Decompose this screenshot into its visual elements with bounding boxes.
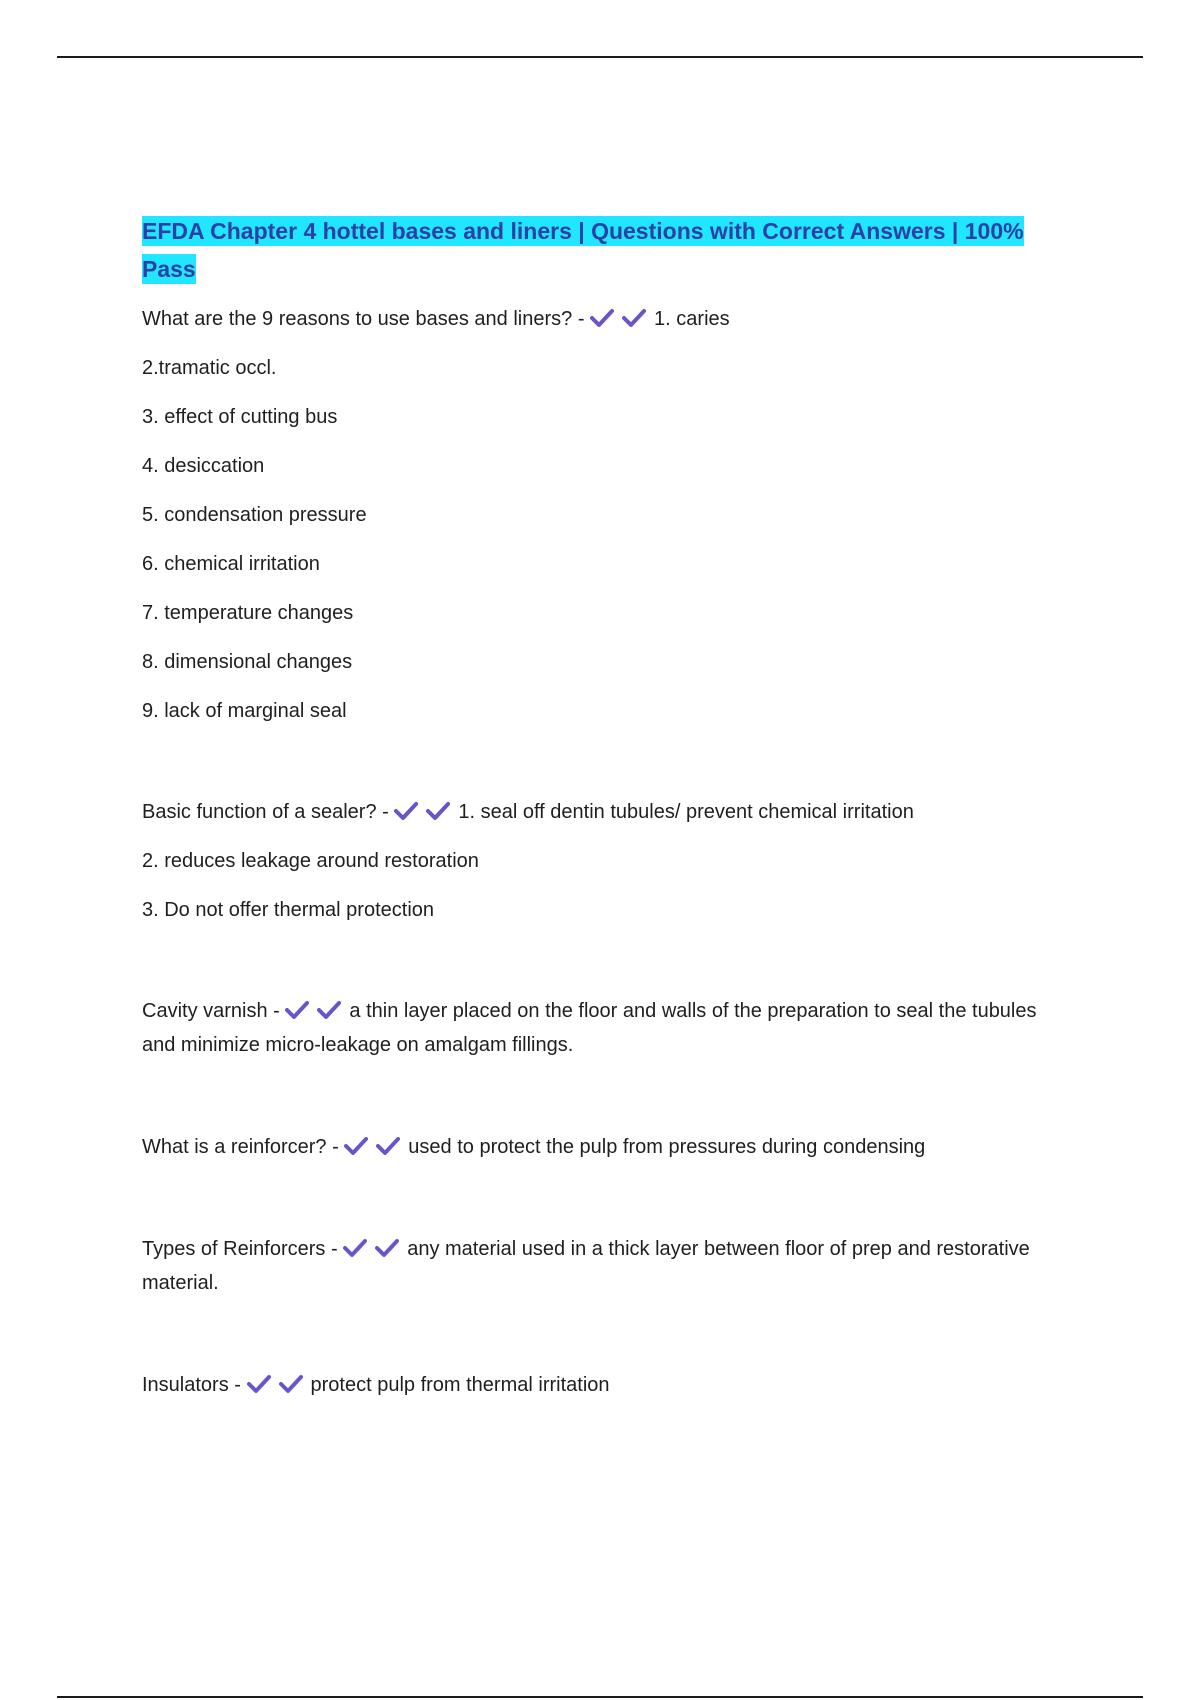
answer-line: 2.tramatic occl. [142, 357, 277, 379]
answer-marker [590, 308, 654, 330]
answer-text: a thin layer placed on the floor and walls of the preparation to seal the tubules and minimize micro-leakage on amalgam fillings. [142, 1000, 1037, 1056]
answer-marker [343, 1238, 407, 1260]
document-body [142, 212, 1062, 1402]
separator: - [228, 1374, 247, 1396]
separator: - [267, 1000, 286, 1022]
qa-question-line [142, 302, 1062, 336]
answer-text: protect pulp from thermal irritation [310, 1374, 610, 1396]
footer-rule [57, 1696, 1143, 1698]
question-text: Types of Reinforcers [142, 1238, 326, 1260]
qa-item [142, 994, 1062, 1062]
spacer [142, 1164, 1062, 1232]
check-icon [376, 1136, 400, 1156]
separator: - [325, 1238, 344, 1260]
separator: - [376, 801, 395, 823]
check-icon [375, 1238, 399, 1258]
check-icon [247, 1374, 271, 1394]
answer-line: 2. reduces leakage around restoration [142, 850, 479, 872]
question-text: Basic function of a sealer? [142, 801, 377, 823]
check-icon [343, 1238, 367, 1258]
answer-marker [247, 1374, 311, 1396]
qa-question-line [142, 994, 1062, 1062]
qa-question-line [142, 1130, 1062, 1164]
separator: - [572, 308, 591, 330]
question-text: Cavity varnish [142, 1000, 268, 1022]
answer-text: 1. seal off dentin tubules/ prevent chemical irritation [458, 801, 914, 823]
answer-marker [285, 1000, 349, 1022]
answer-line: 5. condensation pressure [142, 504, 367, 526]
check-icon [317, 1000, 341, 1020]
qa-item [142, 1130, 1062, 1164]
check-icon [590, 308, 614, 328]
answer-text: 1. caries [654, 308, 730, 330]
answer-line: 8. dimensional changes [142, 651, 353, 673]
question-text: What are the 9 reasons to use bases and liners? [142, 308, 573, 330]
qa-item [142, 795, 1062, 927]
question-text: What is a reinforcer? [142, 1136, 327, 1158]
check-icon [279, 1374, 303, 1394]
answer-line: 3. Do not offer thermal protection [142, 899, 435, 921]
answer-line: 3. effect of cutting bus [142, 406, 338, 428]
check-icon [394, 801, 418, 821]
spacer [142, 942, 1062, 994]
answer-line: 4. desiccation [142, 455, 265, 477]
qa-question-line [142, 1368, 1062, 1402]
spacer [142, 1062, 1062, 1130]
answer-text: any material used in a thick layer between floor of prep and restorative material. [142, 1238, 1030, 1294]
answer-line: 6. chemical irritation [142, 553, 320, 575]
separator: - [326, 1136, 345, 1158]
answer-line: 9. lack of marginal seal [142, 700, 347, 722]
check-icon [426, 801, 450, 821]
qa-question-line [142, 1232, 1062, 1300]
qa-question-line [142, 795, 1062, 829]
qa-item [142, 1368, 1062, 1402]
header-rule [57, 56, 1143, 58]
check-icon [285, 1000, 309, 1020]
document-title [142, 212, 1062, 288]
spacer [142, 743, 1062, 795]
question-text: Insulators [142, 1374, 229, 1396]
document-title-text: EFDA Chapter 4 hottel bases and liners | Questions with Correct Answers | 100% Pass [142, 218, 1024, 282]
spacer [142, 1300, 1062, 1368]
check-icon [622, 308, 646, 328]
qa-item [142, 302, 1062, 728]
answer-text: used to protect the pulp from pressures during condensing [408, 1136, 926, 1158]
answer-marker [394, 801, 458, 823]
answer-line: 7. temperature changes [142, 602, 354, 624]
answer-marker [344, 1136, 408, 1158]
qa-item [142, 1232, 1062, 1300]
check-icon [344, 1136, 368, 1156]
